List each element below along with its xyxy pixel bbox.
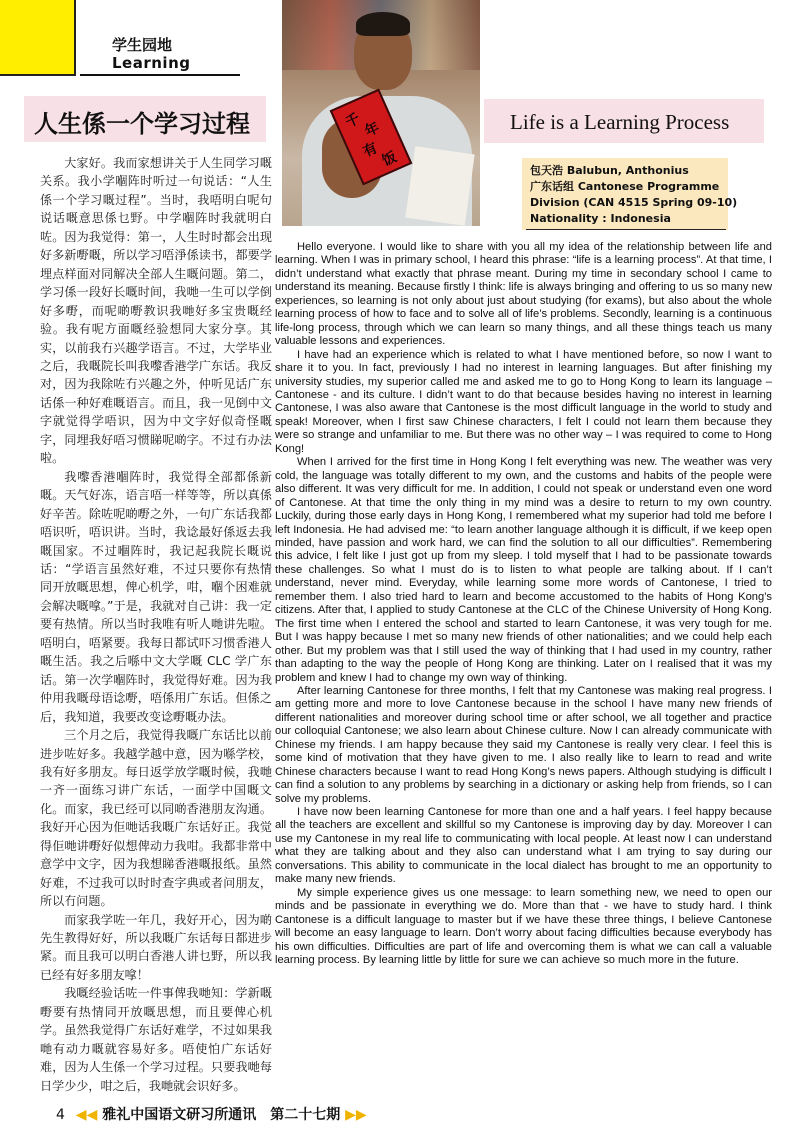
english-paragraph: After learning Cantonese for three months, I felt that my Cantonese was making real progress. I am getting more and more to love Cantonese because in the school I have many new friends of different nationalities and moreover during school time or after school, we all together and practice our colloquial Cantonese; we also learn about Chinese culture. Now I can already communicate with Chinese my friends. I am happy because they said my Cantonese is really very clear. I feel this is some kind of motivation that they have given to me. I also really like to learn to read and write Chinese characters because I want to read Hong Kong’s news papers. Although studying is difficult I can find a solution to any problems by searching in a dictionary or asking help from friends, so I can solve my problems. — [275, 684, 772, 805]
left-arrows-icon: ◀◀ — [75, 1107, 98, 1123]
author-divider — [526, 229, 726, 230]
chinese-paragraph: 我嚟香港嗰阵时，我觉得全部都係新嘅。天气好冻，语言唔一样等等，所以真係好辛苦。除咗呢啲嘢之外，一句广东话我都唔识听，唔识讲。当时，我谂最好係返去我嘅国家。不过嗰阵时，我记起我院长嘅说话：“学语言虽然好难，不过只要你有热情同开放嘅思想，俾心机学，咁，嗰个困难就会解决嘅嗱。”于是，我就对自己讲：我一定要有热情。所以当时我唯有听人哋讲先啦。唔明白，唔紧要。我每日都试吓习惯香港人嘅生活。我之后喺中文大学嘅 CLC 学广东话。第一次学嗰阵时，我觉得好难。因为我仲用我嘅母语谂嘢，唔係用广东话。但係之后，我知道，我要改变谂嘢嘅办法。 — [40, 469, 272, 724]
chinese-title: 人生係一个学习过程 — [34, 110, 250, 138]
author-division: Division (CAN 4515 Spring 09-10) — [530, 196, 738, 209]
english-title: Life is a Learning Process — [510, 110, 730, 134]
author-name: 包天浩 Balubun, Anthonius — [530, 164, 689, 177]
chinese-paragraph: 三个月之后，我觉得我嘅广东话比以前进步咗好多。我越学越中意，因为喺学校，我有好多朋友。每日返学放学嘅时候，我哋一齐一面练习讲广东话，一面学中国嘅文化。而家，我已经可以同啲香港朋友沟通。我好开心因为佢哋话我嘅广东话好正。我觉得佢哋讲嘢好似想俾动力我咁。我都非常中意学中文字，因为我想睇香港嘅报纸。虽然好难，不过我可以时时查字典或者问朋友，所以冇问题。 — [40, 728, 272, 909]
page-footer — [56, 1104, 367, 1124]
red-banner: 千 年 有 饭 — [330, 89, 413, 186]
right-arrows-icon: ▶▶ — [345, 1107, 367, 1123]
section-label-english: Learning — [112, 54, 191, 72]
chinese-paragraph: 大家好。我而家想讲关于人生同学习嘅关系。我小学嗰阵时听过一句说话：“人生係一个学习嘅过程”。当时，我唔明白呢句说话嘅意思係乜野。中学嗰阵时我就明白咗。因为我觉得：第一，人生时时都会出现好多新嘢嘅，所以学习唔淨係读书，都要学埋点样面对同解决全部人生嘅问题。第二，学习係一段好长嘅时间，我哋一生可以学倒好多嘢，而呢啲嘢教识我哋好多宝贵嘅经验。我有呢方面嘅经验想同大家分享。其实，以前我冇兴趣学语言。不过，大学毕业之后，我嘅院长叫我嚟香港学广东话。我反对，因为我除咗冇兴趣之外，仲听见话广东话係一种好难嘅语言。而且，我一见倒中文字就觉得学唔识，因为中文字好似奇怪嘅字，同埋我好唔习惯睇呢啲字。不过冇办法啦。 — [40, 156, 272, 466]
chinese-paragraph: 而家我学咗一年几，我好开心，因为啲先生教得好好，所以我嘅广东话每日都进步紧。而且我可以明白香港人讲乜野，所以我已经有好多朋友嗱！ — [40, 912, 272, 982]
publication-title: 雅礼中国语文研习所通讯 第二十七期 — [102, 1107, 341, 1123]
section-label-chinese: 学生园地 — [112, 36, 173, 54]
english-paragraph: Hello everyone. I would like to share with you all my idea of the relationship between life and learning. When I was in primary school, I heard this phrase: “life is a learning process”. At that time, I didn’t understand what exactly that phrase meant. During my time in secondary school I came to understand its meaning. Because firstly I think: life is always bringing and offering to us so many new experiences, so learning is not only about just about studying (for exams), but also about the whole learning process of how to face and to solve all of life’s problems. Secondly, learning is a continuous life-long process, through which we can learn so many things, and all these things teach us many valuable lessons and experiences. — [275, 241, 772, 348]
page-number: 4 — [56, 1107, 65, 1123]
chinese-article — [40, 154, 272, 1095]
english-paragraph: When I arrived for the first time in Hong Kong I felt everything was new. The weather was very cold, the language was totally different to my own, and the customs and habits of the people were also different. It was very difficult for me. In addition, I could not speak or understand even one word of Cantonese. At that time the only thing in my mind was a desire to return to my own country. Luckily, during those early days in Hong Kong, I remembered what my superior had told me before I left Indonesia. He had advised me: “to learn another language although it is difficult, if we keep open minded, have passion and work hard, we can find the solution to all our difficulties”. Remembering this advice, I felt like I just got up from my sleep. I told myself that I had to be passionate towards these challenges. So what I must do is to listen to what people are talking about. If I can’t understand, never mind. Everyday, while learning some more words of Cantonese, I tried to remember them. I also tried hard to learn and become accustomed to the habits of Hong Kong’s citizens. After that, I applied to study Cantonese at the CLC of the Chinese University of Hong Kong. The first time when I entered the school and started to learn Cantonese, it was very tough for me. But I was happy because I met so many new friends of other nationalities; and we could help each other. But my problem was that I still used the way of thinking that I had used in my country, rather than adapting to the way the people of Hong Kong are thinking. Later on I realised that it was my problem and knew I had to change my own way of thinking. — [275, 456, 772, 684]
author-program: 广东话组 Cantonese Programme — [530, 180, 720, 193]
author-nationality: Nationality : Indonesia — [530, 212, 671, 225]
chinese-paragraph: 我嘅经验话咗一件事俾我哋知：学新嘅嘢要有热情同开放嘅思想，而且要俾心机学。虽然我觉得广东话好难学，不过如果我哋有动力嘅就容易好多。唔使怕广东话好难，因为人生係一个学习过程。只要我哋每日学少少，咁之后，我哋就会识好多。 — [40, 986, 272, 1093]
english-paragraph: I have had an experience which is related to what I have mentioned before, so now I want to share it to you. In fact, previously I had no interest in learning languages. But after finishing my university studies, my superior called me and asked me to go to Hong Kong to learn its language – Cantonese - and its culture. I didn’t want to do that because besides having no interest in learning Cantonese, I was also aware that Cantonese is the most difficult language in the world to study and speak! Moreover, when I first saw Chinese characters, I felt I could not learn them because they were so strange and unfamiliar to me. But there was no other way – I was required to come to Hong Kong! — [275, 348, 772, 455]
section-divider — [80, 74, 240, 76]
author-photo — [282, 0, 480, 226]
author-info — [530, 163, 737, 227]
corner-block — [0, 0, 76, 76]
english-paragraph: My simple experience gives us one message: to learn something new, we need to open our minds and be passionate in everything we do. More than that - we have to study hard. I think Cantonese is a difficult language to master but if we have these three things, I believe Cantonese will become an easy language to learn. Don’t worry about facing difficulties because everybody has his own difficulties. Difficulties are part of life and overcoming them is what we can call a valuable learning process. By learning little by little for sure we can achieve so much more in the future. — [275, 886, 772, 967]
english-article — [275, 241, 772, 967]
english-paragraph: I have now been learning Cantonese for more than one and a half years. I feel happy because all the teachers are excellent and skillful so my Cantonese is improving day by day. Moreover I can use my Cantonese in my real life to communicating with local people. At least now I can understand what they are talking about and they also can understand what I am trying to say during our conversations. This ability to communicate in the local dialect has brought to me an opportunity to make many new friends. — [275, 806, 772, 886]
